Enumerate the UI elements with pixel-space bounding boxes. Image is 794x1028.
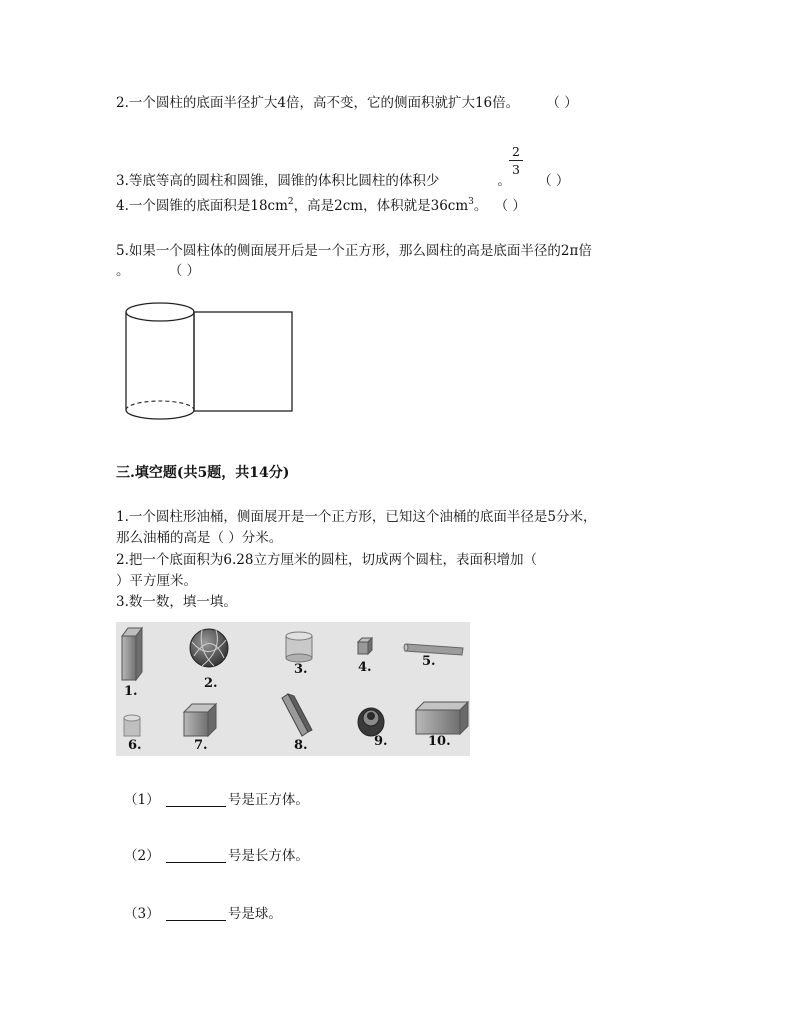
shape-label-5: 5.: [422, 654, 436, 669]
superscript-2: 2: [287, 197, 294, 207]
fill-suffix-sphere: 号是球。: [227, 906, 282, 922]
shape-label-10: 10.: [428, 734, 451, 749]
answer-paren: （ ）: [175, 263, 201, 279]
question-5-tail: 。: [116, 263, 130, 279]
shape-label-6: 6.: [128, 738, 142, 753]
answer-paren: （ ）: [544, 173, 570, 189]
fill-sphere-line: [124, 905, 282, 923]
fill-question-1-line2: 那么油桶的高是（ ）分米。: [116, 530, 283, 546]
answer-blank-cuboid[interactable]: [166, 848, 226, 863]
fill-cube-line: [124, 791, 309, 809]
shape-label-4: 4.: [358, 660, 372, 675]
question-5-line2: [116, 262, 200, 280]
question-3-tail: 。: [497, 173, 511, 189]
fill-suffix-cuboid: 号是长方体。: [227, 848, 309, 864]
fill-question-3-line1: 3.数一数，填一填。: [116, 594, 237, 610]
fill-number-3: （3）: [124, 906, 160, 922]
shapes-drawing: [116, 622, 470, 756]
question-5-line1: 5.如果一个圆柱体的侧面展开后是一个正方形，那么圆柱的高是底面半径的2π倍: [116, 243, 592, 259]
fill-number-1: （1）: [124, 792, 160, 808]
shape-label-3: 3.: [294, 662, 308, 677]
question-4-text-a: 4.一个圆锥的底面积是18cm: [116, 198, 288, 214]
question-4: [116, 197, 526, 215]
fill-cuboid-line: [124, 847, 309, 865]
answer-blank-sphere[interactable]: [166, 906, 226, 921]
question-4-text-b: ，高是2cm，体积就是36cm: [293, 198, 469, 214]
answer-paren: （ ）: [501, 198, 526, 214]
question-4-text-c: 。: [473, 198, 488, 214]
shape-label-8: 8.: [294, 738, 308, 753]
fraction-numerator: 2: [512, 144, 520, 159]
fill-question-2-line2: ）平方厘米。: [116, 573, 197, 589]
question-2-text: 2.一个圆柱的底面半径扩大4倍，高不变，它的侧面积就扩大16倍。: [116, 95, 520, 111]
shape-label-9: 9.: [374, 734, 388, 749]
fill-number-2: （2）: [124, 848, 160, 864]
question-2: [116, 94, 578, 112]
section-title: 三.填空题(共5题，共14分): [116, 465, 290, 481]
shape-label-1: 1.: [124, 684, 138, 699]
fraction-denominator: 3: [512, 162, 520, 177]
fill-question-2-line1: 2.把一个底面积为6.28立方厘米的圆柱，切成两个圆柱，表面积增加（: [116, 552, 537, 568]
fill-question-1-line1: 1.一个圆柱形油桶，侧面展开是一个正方形，已知这个油桶的底面半径是5分米，: [116, 509, 597, 525]
question-3: [116, 172, 569, 190]
cylinder-unfold-diagram: [120, 298, 300, 424]
answer-paren: （ ）: [553, 95, 578, 111]
answer-blank-cube[interactable]: [166, 792, 226, 807]
superscript-3: 3: [468, 197, 474, 207]
shape-label-7: 7.: [194, 738, 208, 753]
shapes-figure: [116, 622, 470, 756]
question-3-text: 3.等底等高的圆柱和圆锥，圆锥的体积比圆柱的体积少: [116, 173, 440, 189]
fill-suffix-cube: 号是正方体。: [227, 792, 309, 808]
shape-label-2: 2.: [204, 676, 218, 691]
